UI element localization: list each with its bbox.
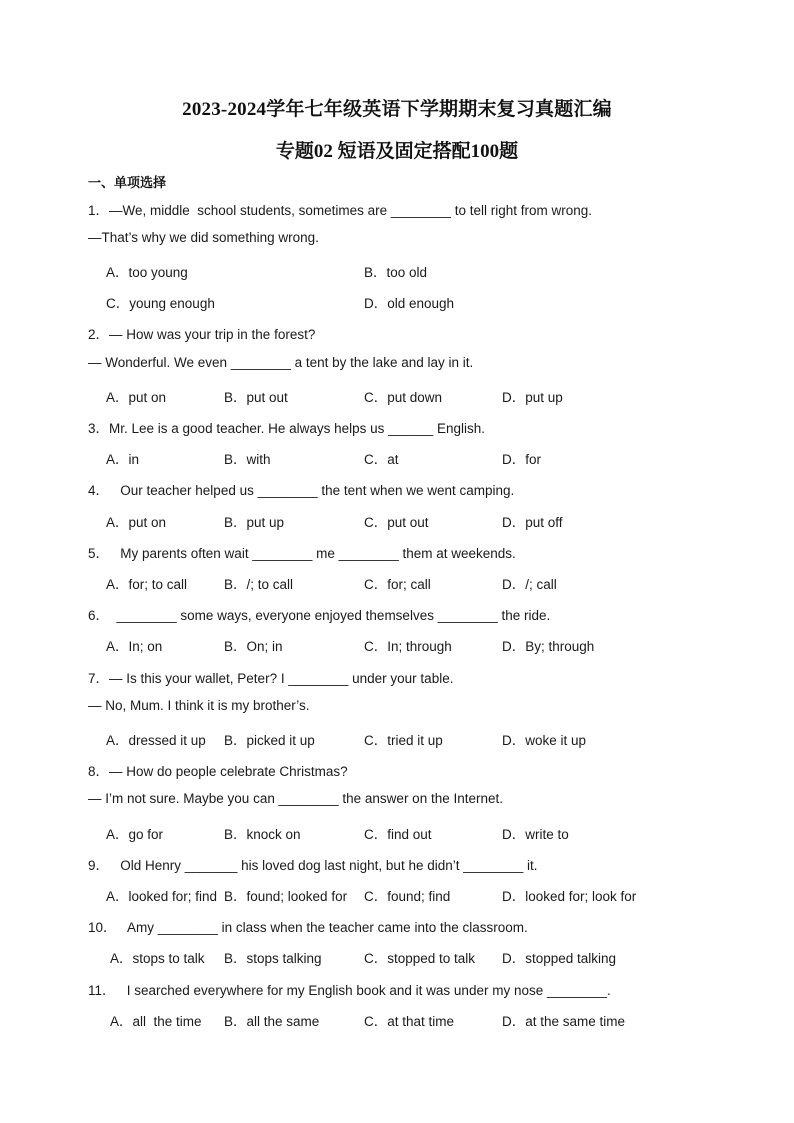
question-3-option-d: D．for xyxy=(502,452,542,467)
question-3-option-b: B．with xyxy=(224,452,271,467)
question-9-stem: 9． Old Henry _______ his loved dog last night, but he didn’t ________ it. xyxy=(88,858,538,873)
document-title: 2023-2024学年七年级英语下学期期末复习真题汇编 xyxy=(182,99,612,120)
question-1-option-d: D．old enough xyxy=(364,296,455,311)
question-5-option-b: B．/; to call xyxy=(224,577,294,592)
document-subtitle: 专题02 短语及固定搭配100题 xyxy=(275,141,519,162)
question-4-option-c: C．put out xyxy=(364,515,429,530)
question-2-option-a: A．put on xyxy=(106,390,167,405)
question-5-option-c: C．for; call xyxy=(364,577,431,592)
question-11-option-d: D．at the same time xyxy=(502,1014,626,1029)
question-3-option-a: A．in xyxy=(106,452,140,467)
question-2-option-b: B．put out xyxy=(224,390,288,405)
question-3-option-c: C．at xyxy=(364,452,399,467)
question-6-option-b: B．On; in xyxy=(224,639,283,654)
question-2-reply: — Wonderful. We even ________ a tent by the lake and lay in it. xyxy=(88,355,474,370)
question-7-stem: 7．— Is this your wallet, Peter? I ________ under your table. xyxy=(88,671,454,686)
question-9-option-c: C．found; find xyxy=(364,889,451,904)
question-8-option-b: B．knock on xyxy=(224,827,301,842)
question-5-option-d: D．/; call xyxy=(502,577,557,592)
question-11-option-b: B．all the same xyxy=(224,1014,320,1029)
question-8-stem: 8．— How do people celebrate Christmas? xyxy=(88,764,348,779)
question-6-option-a: A．In; on xyxy=(106,639,163,654)
question-7-option-c: C．tried it up xyxy=(364,733,443,748)
question-4-option-a: A．put on xyxy=(106,515,167,530)
question-8-option-c: C．find out xyxy=(364,827,432,842)
question-8-reply: — I’m not sure. Maybe you can ________ the answer on the Internet. xyxy=(88,791,503,806)
question-1-option-a: A．too young xyxy=(106,265,188,280)
question-11-stem: 11． I searched everywhere for my English book and it was under my nose ________. xyxy=(88,983,611,998)
question-4-option-d: D．put off xyxy=(502,515,563,530)
question-5-option-a: A．for; to call xyxy=(106,577,188,592)
question-3-stem: 3．Mr. Lee is a good teacher. He always helps us ______ English. xyxy=(88,421,485,436)
question-1-option-b: B．too old xyxy=(364,265,428,280)
question-4-option-b: B．put up xyxy=(224,515,285,530)
question-8-option-a: A．go for xyxy=(106,827,164,842)
question-4-stem: 4． Our teacher helped us ________ the tent when we went camping. xyxy=(88,483,515,498)
question-5-stem: 5． My parents often wait ________ me ________ them at weekends. xyxy=(88,546,516,561)
question-10-option-b: B．stops talking xyxy=(224,951,322,966)
question-6-option-c: C．In; through xyxy=(364,639,452,654)
question-2-option-c: C．put down xyxy=(364,390,443,405)
question-6-option-d: D．By; through xyxy=(502,639,595,654)
question-1-reply: —That’s why we did something wrong. xyxy=(88,230,319,245)
question-11-option-c: C．at that time xyxy=(364,1014,455,1029)
question-7-reply: — No, Mum. I think it is my brother’s. xyxy=(88,698,310,713)
question-11-option-a: A．all the time xyxy=(110,1014,202,1029)
question-2-option-d: D．put up xyxy=(502,390,563,405)
question-7-option-b: B．picked it up xyxy=(224,733,315,748)
question-10-option-d: D．stopped talking xyxy=(502,951,617,966)
section-heading: 一、单项选择 xyxy=(88,176,167,191)
question-9-option-b: B．found; looked for xyxy=(224,889,348,904)
question-6-stem: 6． ________ some ways, everyone enjoyed themselves ________ the ride. xyxy=(88,608,551,623)
question-10-option-c: C．stopped to talk xyxy=(364,951,476,966)
question-10-stem: 10． Amy ________ in class when the teacher came into the classroom. xyxy=(88,920,528,935)
question-1-option-c: C．young enough xyxy=(106,296,215,311)
question-7-option-a: A．dressed it up xyxy=(106,733,206,748)
question-7-option-d: D．woke it up xyxy=(502,733,587,748)
question-10-option-a: A．stops to talk xyxy=(110,951,205,966)
question-2-stem: 2．— How was your trip in the forest? xyxy=(88,327,316,342)
question-9-option-a: A．looked for; find xyxy=(106,889,218,904)
question-1-stem: 1．—We, middle school students, sometimes are ________ to tell right from wrong. xyxy=(88,203,592,218)
question-8-option-d: D．write to xyxy=(502,827,569,842)
question-9-option-d: D．looked for; look for xyxy=(502,889,637,904)
